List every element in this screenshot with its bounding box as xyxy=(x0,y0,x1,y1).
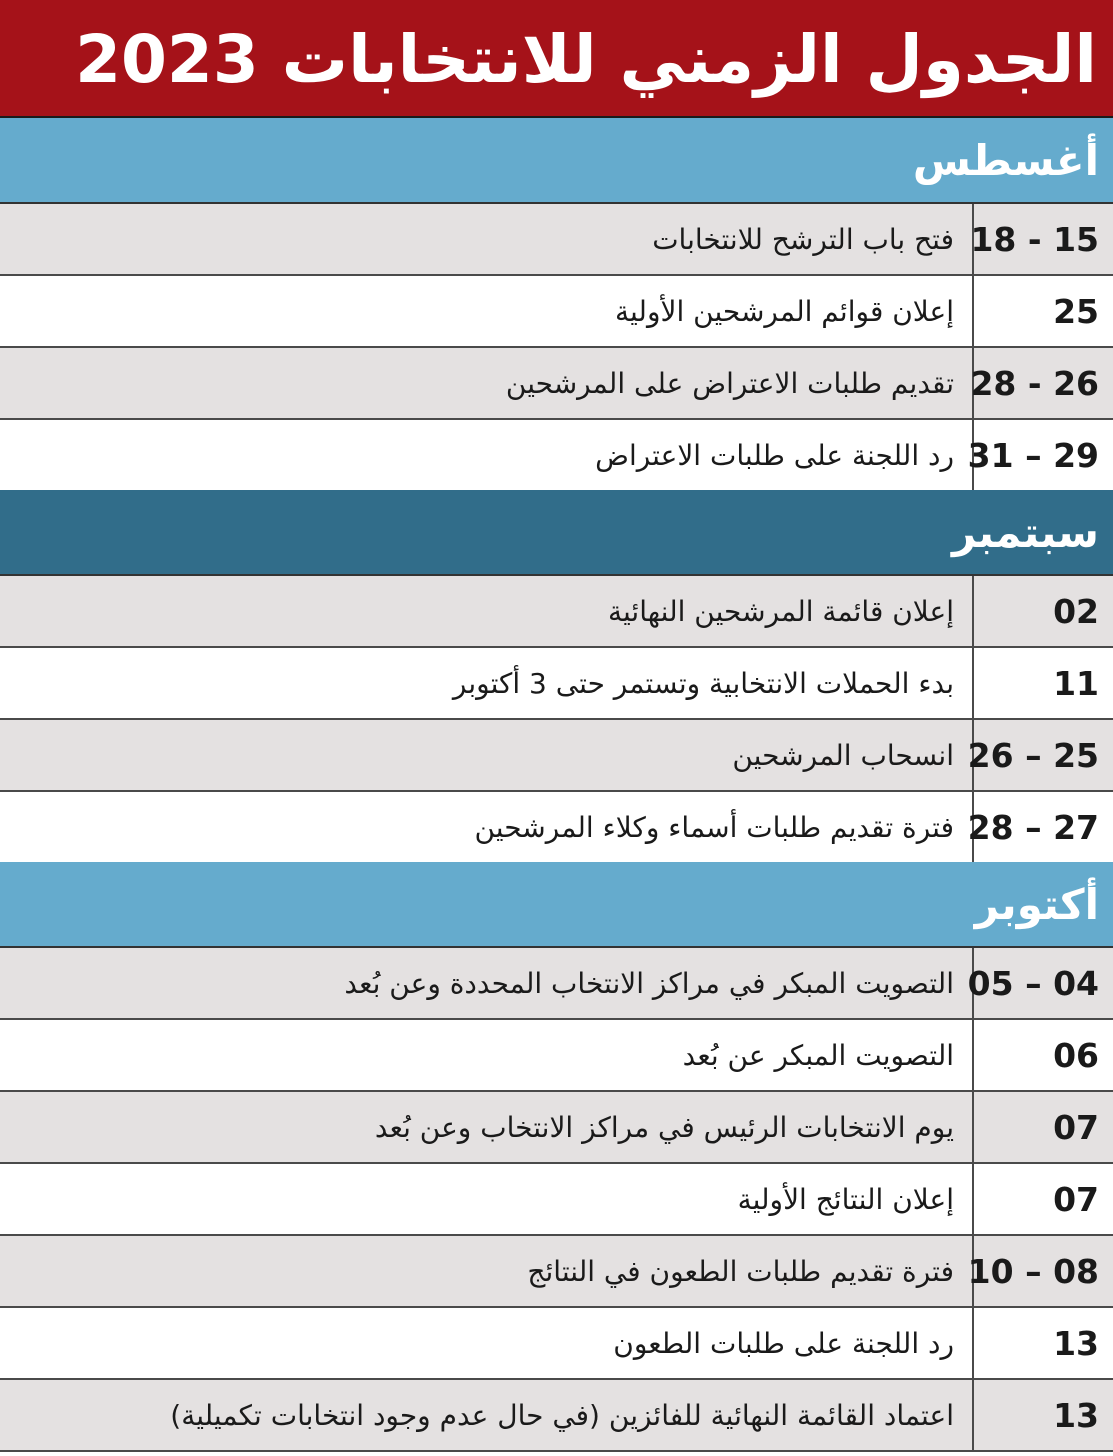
date-cell: 28 – 27 xyxy=(972,792,1113,862)
table-row xyxy=(0,948,1113,1020)
event-cell: التصويت المبكر في مراكز الانتخاب المحددة وعن بُعد xyxy=(344,966,954,1000)
month-name: أكتوبر xyxy=(974,879,1099,929)
event-cell: فترة تقديم طلبات الطعون في النتائج xyxy=(527,1254,954,1288)
date-cell: 05 – 04 xyxy=(972,948,1113,1018)
table-row xyxy=(0,1380,1113,1452)
date-cell: 07 xyxy=(972,1164,1113,1234)
event-cell: إعلان قائمة المرشحين النهائية xyxy=(607,594,954,628)
date-cell: 02 xyxy=(972,576,1113,646)
date-cell: 13 xyxy=(972,1380,1113,1450)
table-row xyxy=(0,720,1113,792)
month-name: أغسطس xyxy=(912,135,1099,185)
date-cell: 13 xyxy=(972,1308,1113,1378)
table-row xyxy=(0,1308,1113,1380)
date-cell: 07 xyxy=(972,1092,1113,1162)
date-cell: 31 – 29 xyxy=(972,420,1113,490)
month-header xyxy=(0,862,1113,948)
month-name: سبتمبر xyxy=(951,507,1099,557)
table-row xyxy=(0,792,1113,864)
table-row xyxy=(0,420,1113,492)
event-cell: إعلان قوائم المرشحين الأولية xyxy=(614,294,954,328)
date-cell: 06 xyxy=(972,1020,1113,1090)
event-cell: فترة تقديم طلبات أسماء وكلاء المرشحين xyxy=(474,810,954,844)
event-cell: يوم الانتخابات الرئيس في مراكز الانتخاب وعن بُعد xyxy=(374,1110,954,1144)
event-cell: إعلان النتائج الأولية xyxy=(737,1182,954,1216)
event-cell: فتح باب الترشح للانتخابات xyxy=(652,222,954,256)
month-header xyxy=(0,490,1113,576)
event-cell: رد اللجنة على طلبات الطعون xyxy=(613,1326,954,1360)
date-cell: 10 – 08 xyxy=(972,1236,1113,1306)
table-row xyxy=(0,348,1113,420)
event-cell: رد اللجنة على طلبات الاعتراض xyxy=(595,438,954,472)
event-cell: اعتماد القائمة النهائية للفائزين (في حال عدم وجود انتخابات تكميلية) xyxy=(170,1398,954,1432)
table-row xyxy=(0,1236,1113,1308)
date-cell: 25 xyxy=(972,276,1113,346)
table-row xyxy=(0,1092,1113,1164)
date-cell: 11 xyxy=(972,648,1113,718)
event-cell: انسحاب المرشحين xyxy=(732,738,954,772)
table-row xyxy=(0,276,1113,348)
event-cell: التصويت المبكر عن بُعد xyxy=(682,1038,954,1072)
date-cell: 26 – 25 xyxy=(972,720,1113,790)
date-cell: 28 - 26 xyxy=(972,348,1113,418)
table-row xyxy=(0,204,1113,276)
table-row xyxy=(0,576,1113,648)
page-title: الجدول الزمني للانتخابات 2023 xyxy=(75,21,1097,98)
table-row xyxy=(0,648,1113,720)
event-cell: بدء الحملات الانتخابية وتستمر حتى 3 أكتوبر xyxy=(452,666,954,700)
event-cell: تقديم طلبات الاعتراض على المرشحين xyxy=(505,366,954,400)
date-cell: 18 - 15 xyxy=(972,204,1113,274)
table-row xyxy=(0,1020,1113,1092)
month-header xyxy=(0,118,1113,204)
table-row xyxy=(0,1164,1113,1236)
title-banner xyxy=(0,0,1113,118)
